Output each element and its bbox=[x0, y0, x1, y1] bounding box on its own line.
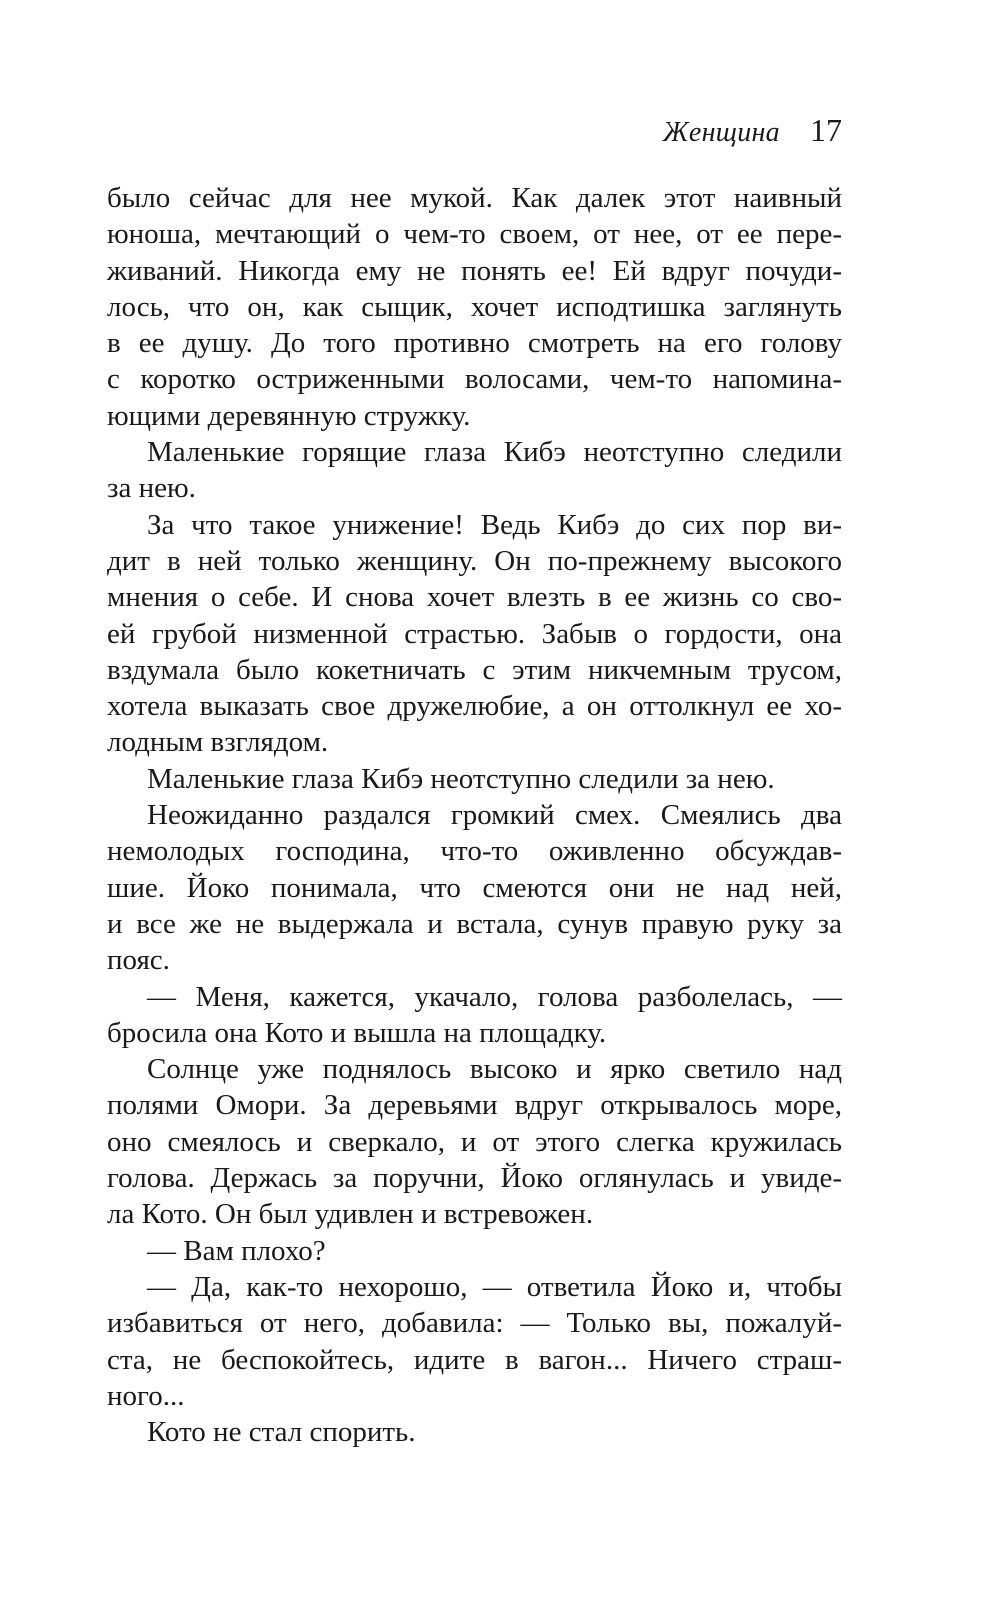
text-line: лось, что он, как сыщик, хочет исподтишка заглянуть bbox=[107, 290, 842, 323]
text-line: живаний. Никогда ему не понять ее! Ей вдруг почуди- bbox=[107, 254, 842, 287]
text-line: — Вам плохо? bbox=[147, 1234, 326, 1267]
text-line: Неожиданно раздался громкий смех. Смеялись два bbox=[147, 799, 842, 832]
text-line: голова. Держась за поручни, Йоко оглянулась и увиде- bbox=[107, 1162, 842, 1195]
page-number: 17 bbox=[810, 112, 842, 148]
text-line: было сейчас для нее мукой. Как далек этот наивный bbox=[107, 182, 842, 214]
text-line: пояс. bbox=[107, 944, 170, 977]
text-line: ного... bbox=[107, 1379, 185, 1412]
text-line: хотела выказать свое дружелюбие, а он оттолкнул ее хо- bbox=[107, 690, 842, 723]
text-line: немолодых господина, что-то оживленно обсуждав- bbox=[107, 835, 842, 868]
text-line: — Да, как-то нехорошо, — ответила Йоко и, чтобы bbox=[147, 1270, 842, 1303]
text-line: оно смеялось и сверкало, и от этого слегка кружилась bbox=[107, 1125, 842, 1158]
text-line: с коротко остриженными волосами, чем-то напомина- bbox=[107, 363, 842, 396]
text-line: ла Кото. Он был удивлен и встревожен. bbox=[107, 1198, 594, 1231]
text-line: ющими деревянную стружку. bbox=[107, 399, 471, 432]
text-line: Солнце уже поднялось высоко и ярко светило над bbox=[147, 1053, 842, 1086]
text-line: бросила она Кото и вышла на площадку. bbox=[107, 1016, 607, 1049]
text-line: вздумала было кокетничать с этим никчемным трусом, bbox=[107, 653, 842, 686]
text-line: полями Омори. За деревьями вдруг открывалось море, bbox=[107, 1089, 842, 1122]
text-line: Кото не стал спорить. bbox=[147, 1416, 416, 1449]
text-line: — Меня, кажется, укачало, голова разболелась, — bbox=[147, 980, 842, 1013]
text-line: в ее душу. До того противно смотреть на его голову bbox=[107, 327, 842, 360]
text-line: Маленькие глаза Кибэ неотступно следили за нею. bbox=[147, 762, 775, 795]
text-line: и все же не выдержала и встала, сунув правую руку за bbox=[107, 907, 842, 940]
text-line: ста, не беспокойтесь, идите в вагон... Ничего страш- bbox=[107, 1343, 842, 1376]
running-head bbox=[663, 112, 842, 160]
text-line: за нею. bbox=[107, 472, 196, 505]
text-line: лодным взглядом. bbox=[107, 726, 329, 759]
running-title: Женщина bbox=[662, 117, 780, 148]
text-line: юноша, мечтающий о чем-то своем, от нее, от ее пере- bbox=[107, 218, 842, 251]
text-line: избавиться от него, добавила: — Только вы, пожалуй- bbox=[107, 1307, 842, 1340]
text-line: Маленькие горящие глаза Кибэ неотступно следили bbox=[147, 436, 842, 469]
text-line: ей грубой низменной страстью. Забыв о гордости, она bbox=[107, 617, 842, 650]
text-line: дит в ней только женщину. Он по-прежнему высокого bbox=[107, 544, 842, 577]
text-line: За что такое унижение! Ведь Кибэ до сих пор ви- bbox=[147, 508, 842, 541]
text-line: шие. Йоко понимала, что смеются они не над ней, bbox=[107, 871, 842, 904]
body-text bbox=[107, 180, 842, 1450]
text-line: мнения о себе. И снова хочет влезть в ее жизнь со сво- bbox=[107, 581, 842, 614]
